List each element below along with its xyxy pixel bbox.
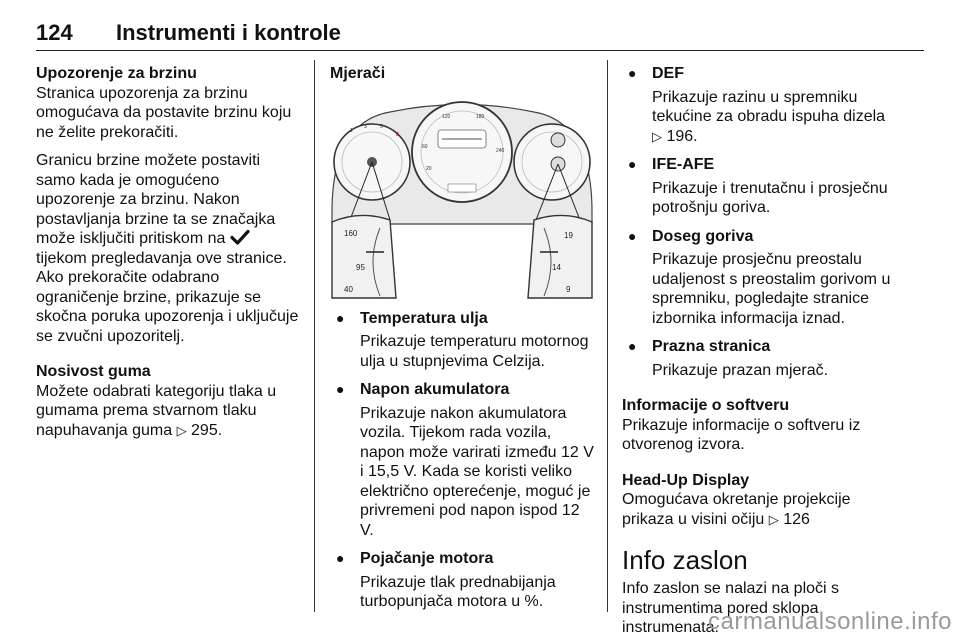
tach-label: 1 [350, 127, 353, 134]
right-gauge-label: 14 [552, 262, 561, 272]
right-gauge-label: 19 [564, 230, 573, 240]
paragraph-text: tijekom pregledavanja ove stranice. Ako prekoračite odabrano ograničenje brzine, prikazuje se skočna poruka upozorenja i uključuje se zvučni upozoritelj. [36, 249, 299, 345]
bullet-icon: ● [628, 227, 637, 244]
speed-label: 120 [442, 113, 451, 120]
page-number: 124 [36, 20, 73, 45]
bullet-icon: ● [628, 65, 637, 81]
chapter-title: Instrumenti i kontrole [116, 20, 341, 45]
list-item-text: Prikazuje i trenutačnu i prosječnu potrošnju goriva. [652, 179, 888, 216]
triangle-ref-icon: ▷ [768, 511, 779, 527]
list-item-text [652, 88, 892, 147]
paragraph [622, 490, 892, 529]
list-item [330, 549, 594, 612]
column-left [36, 64, 301, 440]
speed-label: 60 [422, 143, 428, 150]
paragraph [36, 151, 301, 346]
list-item [622, 155, 892, 218]
tach-label: 8 [396, 131, 399, 138]
list-item-title: Temperatura ulja [360, 309, 488, 327]
header-rule [36, 50, 924, 51]
list-item-title: Doseg goriva [652, 227, 754, 245]
section-title: Upozorenje za brzinu [36, 65, 197, 82]
column-right [622, 64, 892, 638]
section-title: Informacije o softveru [622, 397, 790, 414]
instrument-cluster-figure [330, 92, 594, 300]
triangle-ref-icon: ▷ [176, 422, 187, 438]
column-divider [607, 60, 608, 612]
right-gauge-label: 9 [566, 284, 571, 294]
bullet-icon: ● [628, 338, 637, 354]
list-item-text: Prikazuje nakon akumulatora vozila. Tijekom rada vozila, napon može varirati između 12 V i 15,5 V. Kada se koristi veliko električno opterećenje, moguć je privremeni pod napon ispod 12 V. [360, 404, 594, 539]
zoom-left-gauge [332, 215, 396, 298]
tach-label: 5 [380, 123, 383, 130]
paragraph-text: Možete odabrati kategoriju tlaka u gumama prema stvarnom tlaku napuhavanja guma [36, 382, 277, 439]
list-item [330, 309, 594, 372]
column-middle [330, 64, 594, 612]
page-reference[interactable]: 196. [666, 127, 698, 145]
list-item [622, 64, 892, 146]
list-item-text: Prikazuje prosječnu preostalu udaljenost s preostalim gorivom u spremniku, pogledajte stranice izbornika informacija iznad. [652, 251, 891, 327]
paragraph: Prikazuje informacije o softveru iz otvorenog izvora. [622, 416, 861, 453]
section-title: Head-Up Display [622, 471, 750, 489]
paragraph [36, 382, 301, 441]
list-item-title: Pojačanje motora [360, 550, 494, 567]
tach-label: 3 [364, 123, 367, 130]
list-item [622, 227, 892, 329]
triangle-ref-icon: ▷ [652, 128, 662, 144]
speed-label: 180 [476, 113, 485, 120]
list-item [622, 337, 892, 380]
page-reference[interactable]: 295. [191, 421, 223, 439]
watermark: carmanualsonline.info [708, 608, 952, 635]
list-item-title: Napon akumulatora [360, 381, 510, 398]
left-gauge-label: 95 [356, 262, 365, 272]
paragraph-text: Omogućava okretanje projekcije prikaza u visini očiju [622, 491, 851, 528]
list-item-title: Prazna stranica [652, 338, 771, 355]
list-item-title: DEF [652, 65, 684, 82]
section-title: Mjerači [330, 65, 386, 82]
bullet-icon: ● [336, 309, 345, 326]
page-header [36, 20, 924, 50]
list-item-text-body: Prikazuje razinu u spremniku tekućine za obradu ispuha dizela [652, 88, 886, 125]
bullet-icon: ● [336, 381, 345, 397]
column-divider [314, 60, 315, 612]
section-heading: Info zaslon [622, 545, 748, 575]
bullet-icon: ● [336, 550, 345, 566]
left-gauge-label: 40 [344, 284, 353, 294]
speed-label: 240 [496, 147, 505, 154]
paragraph-text: Granicu brzine možete postaviti samo kada je omogućeno upozorenje za brzinu. Nakon postavljanja brzine ta se značajka može isključiti pritiskom na [36, 152, 276, 247]
section-title: Nosivost guma [36, 363, 151, 380]
zoom-right-gauge [528, 215, 592, 298]
list-item [330, 380, 594, 540]
list-item-text: Prikazuje temperaturu motornog ulja u stupnjevima Celzija. [360, 333, 589, 370]
left-gauge-label: 160 [344, 228, 358, 238]
paragraph: Info zaslon se nalazi na ploči s instrumentima pored sklopa instrumenata. [622, 580, 840, 636]
speed-label: 20 [426, 165, 432, 172]
bullet-icon: ● [628, 156, 637, 172]
list-item-title: IFE-AFE [652, 156, 715, 173]
page-reference[interactable]: 126 [783, 510, 810, 528]
list-item-text: Prikazuje tlak prednabijanja turbopunjača motora u %. [360, 573, 556, 610]
paragraph: Stranica upozorenja za brzinu omogućava da postavite brzinu koju ne želite prekoračiti. [36, 84, 292, 141]
list-item-text: Prikazuje prazan mjerač. [652, 361, 829, 379]
checkmark-icon [230, 229, 250, 245]
